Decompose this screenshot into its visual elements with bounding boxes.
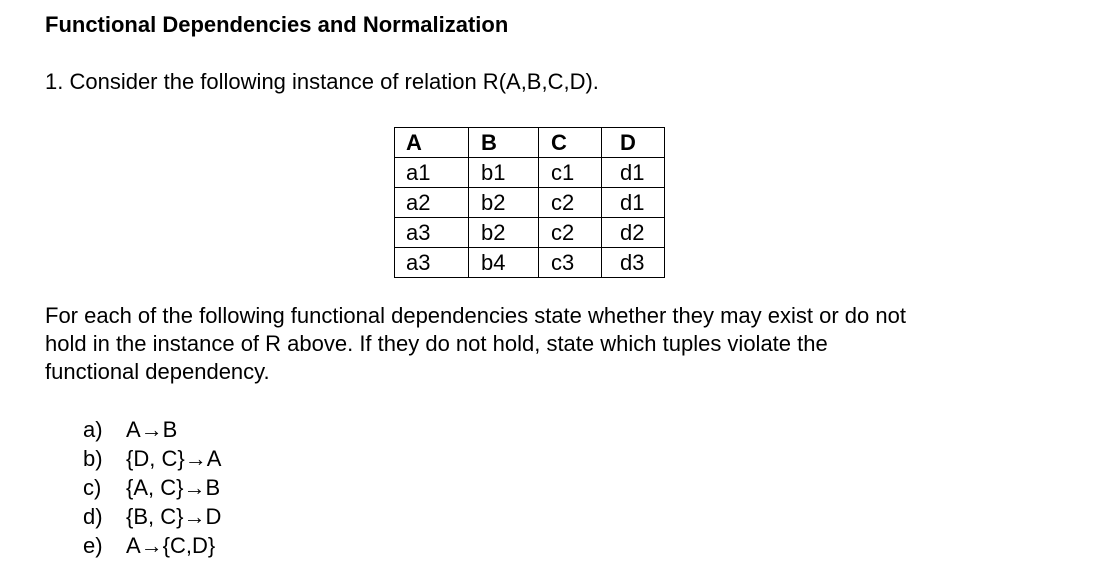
- table-cell: c3: [539, 248, 602, 278]
- section-heading: Functional Dependencies and Normalization: [45, 12, 509, 37]
- item-label: a): [83, 417, 103, 442]
- instructions-paragraph: [45, 302, 1045, 386]
- table-cell: b4: [469, 248, 539, 278]
- item-text: {B, C}→D: [126, 504, 222, 529]
- column-header-a: A: [395, 128, 469, 158]
- table-cell: a3: [395, 248, 469, 278]
- list-item: [83, 502, 221, 531]
- item-text: {A, C}→B: [126, 475, 221, 500]
- table-header-row: [395, 128, 665, 158]
- table-cell: b1: [469, 158, 539, 188]
- table-cell: b2: [469, 188, 539, 218]
- item-text: A→{C,D}: [126, 533, 216, 558]
- list-item: [83, 473, 221, 502]
- item-label: b): [83, 446, 103, 471]
- table-cell: a3: [395, 218, 469, 248]
- paragraph-line: hold in the instance of R above. If they do not hold, state which tuples violate the: [45, 331, 828, 356]
- paragraph-line: functional dependency.: [45, 359, 270, 384]
- column-header-b: B: [469, 128, 539, 158]
- dependency-list: [83, 415, 221, 560]
- table-cell: d2: [602, 218, 665, 248]
- item-text: {D, C}→A: [126, 446, 222, 471]
- item-text: A→B: [126, 417, 178, 442]
- table-row: [395, 158, 665, 188]
- item-label: c): [83, 475, 102, 500]
- paragraph-line: For each of the following functional dependencies state whether they may exist or do not: [45, 303, 906, 328]
- table-cell: a1: [395, 158, 469, 188]
- table-cell: c1: [539, 158, 602, 188]
- item-label: d): [83, 504, 103, 529]
- table-cell: c2: [539, 188, 602, 218]
- table-cell: d1: [602, 158, 665, 188]
- table-cell: b2: [469, 218, 539, 248]
- relation-table: [394, 127, 665, 278]
- question-text: 1. Consider the following instance of relation R(A,B,C,D).: [45, 69, 599, 94]
- table-row: [395, 218, 665, 248]
- table-row: [395, 188, 665, 218]
- table-row: [395, 248, 665, 278]
- list-item: [83, 444, 221, 473]
- table-cell: a2: [395, 188, 469, 218]
- list-item: [83, 531, 221, 560]
- column-header-c: C: [539, 128, 602, 158]
- table-cell: d3: [602, 248, 665, 278]
- table-cell: d1: [602, 188, 665, 218]
- list-item: [83, 415, 221, 444]
- table-cell: c2: [539, 218, 602, 248]
- item-label: e): [83, 533, 103, 558]
- column-header-d: D: [602, 128, 665, 158]
